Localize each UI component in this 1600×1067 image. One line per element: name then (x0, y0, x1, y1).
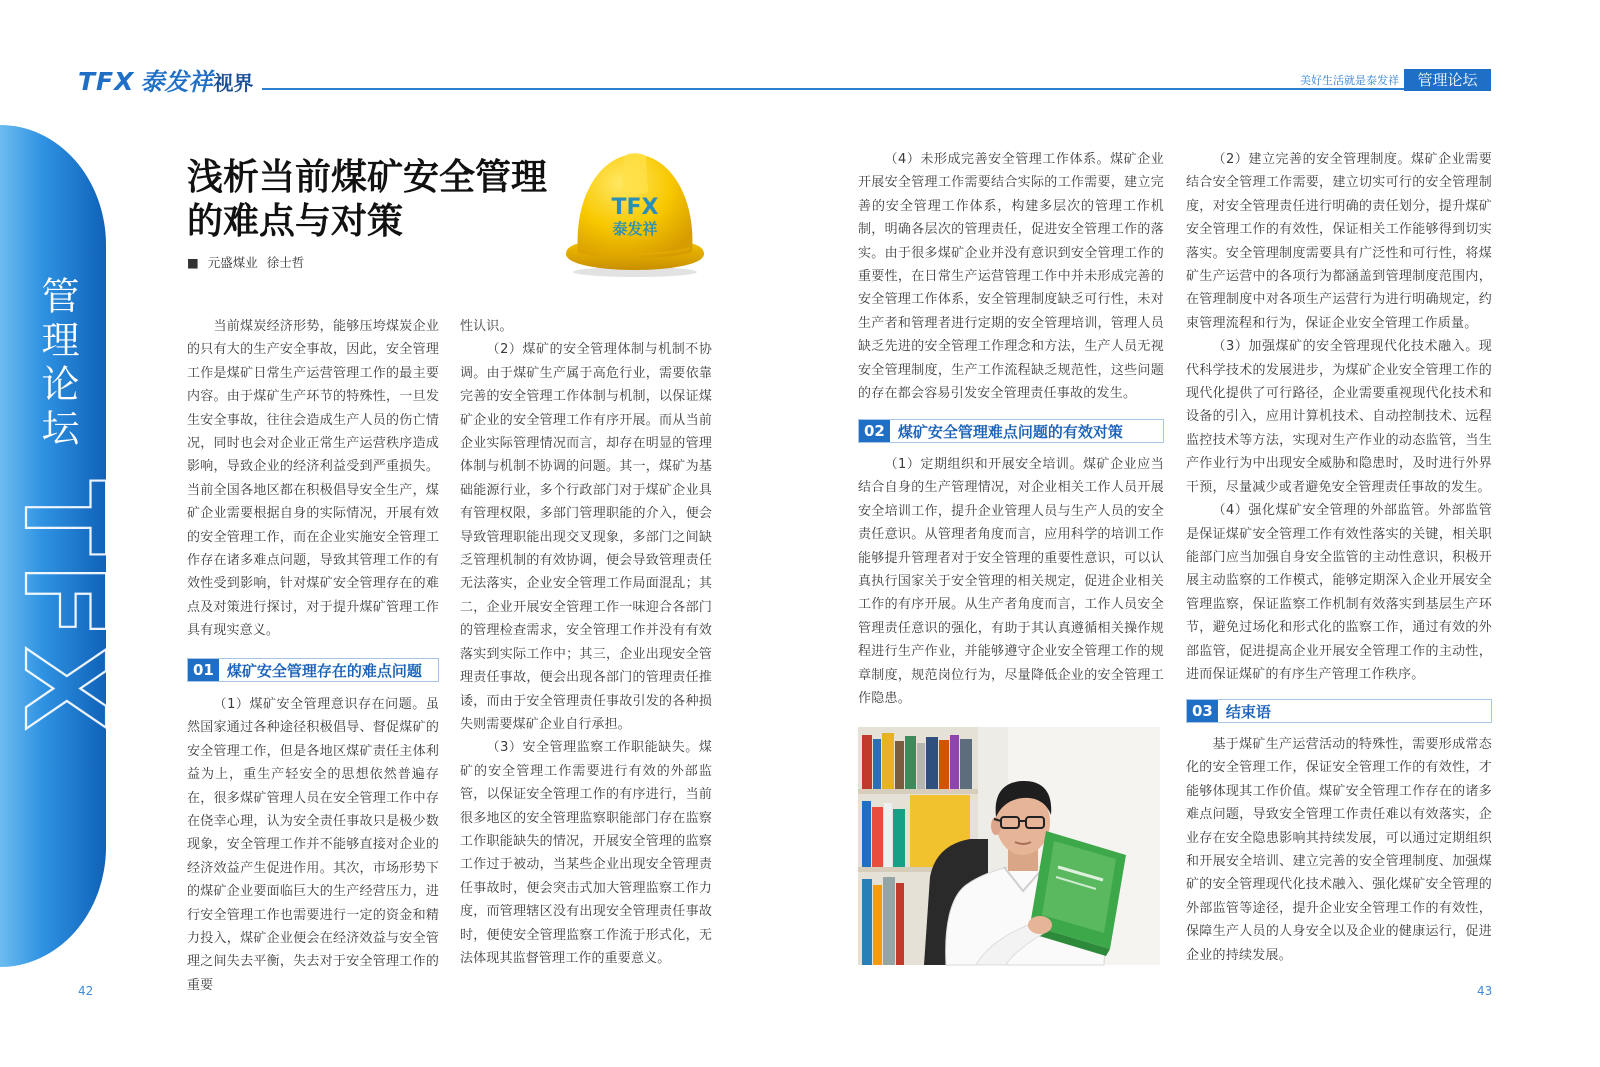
logo-brand: 泰发祥 (140, 68, 213, 96)
paragraph: （1）定期组织和开展安全培训。煤矿企业应当结合自身的生产管理情况，对企业相关工作人员开展安全培训工作，提升企业管理人员与生产人员的安全责任意识。从管理者角度而言，应用科学的培训工作能够提升管理者对于安全管理的重要性意识，可以认真执行国家关于安全管理的相关规定，促进企业相关工作的有序开展。从生产者角度而言，工作人员安全管理责任意识的强化，有助于其认真遵循相关操作规程进行生产作业，并能够遵守企业安全管理工作的规章制度，规范岗位行为，尽量降低企业的安全管理工作隐患。 (858, 457, 1164, 707)
logo-mark: TFX (78, 67, 135, 96)
header-rule (262, 88, 1491, 90)
helmet-logo-brand: 泰发祥 (612, 220, 658, 238)
article-title-line-2: 的难点与对策 (187, 201, 404, 242)
section-number: 01 (188, 659, 219, 681)
section-number: 03 (1187, 700, 1218, 722)
section-title: 煤矿安全管理存在的难点问题 (226, 661, 422, 680)
section-heading-02 (858, 419, 1164, 443)
author-photo (858, 727, 1160, 965)
paragraph: （4）未形成完善安全管理工作体系。煤矿企业开展安全管理工作需要结合实际的工作需要，建立完善的安全管理工作体系，构建多层次的管理工作机制，明确各层次的管理责任，促进安全管理工作的落实。由于很多煤矿企业并没有意识到安全管理工作的重要性，在日常生产运营管理工作中并未形成完善的安全管理工作体系，安全管理制度缺乏可行性，未对生产者和管理者进行定期的安全管理培训，管理人员缺乏先进的安全管理工作理念和方法，生产人员无视安全管理制度，生产工作流程缺乏规范性，这些问题的存在都会容易引发安全管理责任事故的发生。 (858, 152, 1164, 402)
column-3-body (858, 148, 1164, 405)
helmet-illustration (562, 148, 708, 278)
sidebar-watermark-text: TFX (0, 480, 128, 739)
paragraph: （2）煤矿的安全管理体制与机制不协调。由于煤矿生产属于高危行业，需要依靠完善的安全管理工作体制与机制，以保证煤矿企业的安全管理工作有序开展。而从当前企业实际管理情况而言，却存在明显的管理体制与机制不协调的问题。其一，煤矿为基础能源行业，多个行政部门对于煤矿企业具有管理权限，多部门管理职能的介入，便会导致管理职能出现交叉现象，多部门之间缺乏管理机制的有效协调，便会导致管理责任无法落实，企业安全管理工作局面混乱；其二，企业开展安全管理工作一味迎合各部门的管理检查需求，安全管理工作并没有有效落实到实际工作中；其三，企业出现安全管理责任事故，便会出现各部门的管理责任推诿，而由于安全管理责任事故引发的各种损失则需要煤矿企业自行承担。 (460, 342, 712, 732)
column-1-body (187, 693, 439, 997)
paragraph: （2）建立完善的安全管理制度。煤矿企业需要结合安全管理工作需要，建立切实可行的安全管理制度，对安全管理责任进行明确的责任划分，提升煤矿安全管理工作的有效性，保证相关工作能够得到切实落实。安全管理制度需要具有广泛性和可行性，将煤矿生产运营中的各项行为都涵盖到管理制度范围内，在管理制度中对各项生产运营行为进行明确规定，约束管理流程和行为，保证企业安全管理工作质量。 (1186, 152, 1492, 331)
article-byline: ■ 元盛煤业 徐士哲 (187, 255, 305, 270)
intro-column (187, 315, 439, 643)
page-number-left: 42 (78, 984, 94, 998)
section-heading-01 (187, 658, 439, 682)
sidebar-label: 管理论坛 (35, 276, 79, 452)
page-number-right: 43 (1477, 984, 1493, 998)
column-2-body (460, 315, 712, 970)
intro-paragraph: 当前煤炭经济形势，能够压垮煤炭企业的只有大的生产安全事故，因此，安全管理工作是煤矿日常生产运营管理工作的最主要内容。由于煤矿生产环节的特殊性，一旦发生安全事故，往往会造成生产人员的伤亡情况，同时也会对企业正常生产运营秩序造成影响，导致企业的经济利益受到严重损失。当前全国各地区都在积极倡导安全生产，煤矿企业需要根据自身的实际情况，开展有效的安全管理工作，而在企业实施安全管理工作存在诸多难点问题，导致其管理工作的有效性受到影响，针对煤矿安全管理存在的难点及对策进行探讨，对于提升煤矿管理工作具有现实意义。 (187, 319, 439, 639)
section-number: 02 (859, 420, 890, 442)
conclusion-column (1186, 733, 1492, 967)
column-tag: 管理论坛 (1404, 69, 1491, 91)
paragraph: （3）安全管理监察工作职能缺失。煤矿的安全管理工作需要进行有效的外部监管，以保证安全管理工作的有序进行，当前很多地区的安全管理监察职能部门存在监察工作职能缺失的情况，开展安全管理的监察工作过于被动，当某些企业出现安全管理责任事故时，便会突击式加大管理监察工作力度，而管理辖区没有出现安全管理责任事故时，便使安全管理监察工作流于形式化，无法体现其监督管理工作的重要意义。 (460, 740, 712, 966)
helmet-logo-mark: TFX (611, 195, 659, 220)
section-title: 结束语 (1225, 702, 1271, 721)
article-title (187, 156, 547, 244)
sidebar-watermark (0, 478, 128, 740)
header-tagline: 美好生活就是泰发祥 (1300, 74, 1399, 87)
article-title-line-1: 浅析当前煤矿安全管理 (187, 157, 548, 198)
section-title: 煤矿安全管理难点问题的有效对策 (897, 422, 1123, 441)
paragraph: （4）强化煤矿安全管理的外部监管。外部监管是保证煤矿安全管理工作有效性落实的关键，相关职能部门应当加强自身安全监管的主动性意识，积极开展主动监察的工作模式，能够定期深入企业开展安全管理监察，保证监察工作机制有效落实到基层生产环节，避免过场化和形式化的监察工作，通过有效的外部监管，促进提高企业开展安全管理工作的主动性，进而保证煤矿的有序生产管理工作秩序。 (1186, 503, 1492, 682)
magazine-logo (78, 62, 253, 94)
conclusion-paragraph: 基于煤矿生产运营活动的特殊性，需要形成常态化的安全管理工作，保证安全管理工作的有效性，才能够体现其工作价值。煤矿安全管理工作存在的诸多难点问题，导致安全管理工作责任难以有效落实，企业存在安全隐患影响其持续发展，可以通过定期组织和开展安全培训、建立完善的安全管理制度、加强煤矿的安全管理现代化技术融入、强化煤矿安全管理的外部监管等途径，提升企业安全管理工作的有效性，保障生产人员的人身安全以及企业的健康运行，促进企业的持续发展。 (1186, 737, 1492, 963)
paragraph: （3）加强煤矿的安全管理现代化技术融入。现代科学技术的发展进步，为煤矿企业安全管理工作的现代化提供了可行路径，企业需要重视现代化技术和设备的引入，应用计算机技术、自动控制技术、远程监控技术等方法，实现对生产作业的动态监管，当生产作业行为中出现安全威胁和隐患时，及时进行外界干预，尽量减少或者避免安全管理责任事故的发生。 (1186, 339, 1492, 495)
paragraph-continued: 性认识。 (460, 319, 513, 334)
paragraph: （1）煤矿安全管理意识存在问题。虽然国家通过各种途径积极倡导、督促煤矿的安全管理工作，但是各地区煤矿责任主体利益为上，重生产轻安全的思想依然普遍存在，很多煤矿管理人员在安全管理工作中存在侥幸心理，认为安全责任事故只是极少数现象，安全管理工作并不能够直接对企业的经济效益产生促进作用。其次，市场形势下的煤矿企业要面临巨大的生产经营压力，进行安全管理工作也需要进行一定的资金和精力投入，煤矿企业便会在经济效益与安全管理之间失去平衡，失去对于安全管理工作的重要 (187, 697, 439, 993)
column-3-lower (858, 453, 1164, 710)
section-heading-03 (1186, 699, 1492, 723)
logo-suffix: 视界 (213, 71, 254, 95)
column-4-body (1186, 148, 1492, 686)
